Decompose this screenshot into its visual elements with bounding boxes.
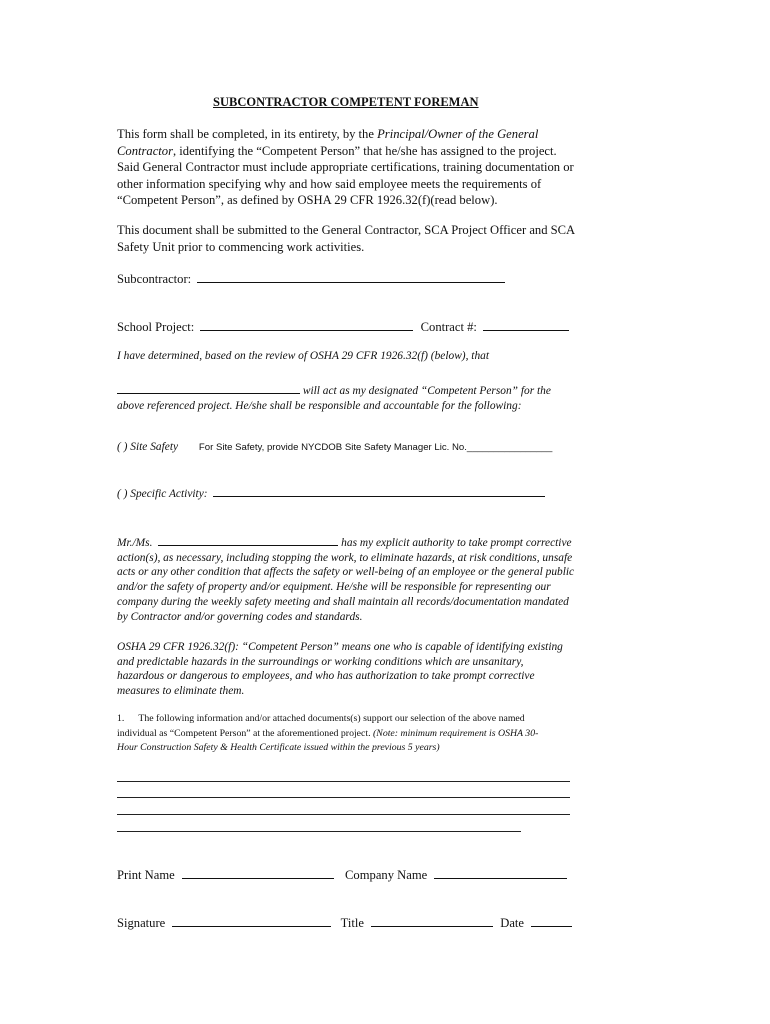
site-safety-note: For Site Safety, provide NYCDOB Site Safety Manager Lic. No.________________: [198, 442, 553, 453]
title-field[interactable]: [371, 914, 493, 927]
determined-statement: I have determined, based on the review of OSHA 29 CFR 1926.32(f) (below), that: [117, 350, 490, 362]
intro-paragraph: This form shall be completed, in its entirety, by the Principal/Owner of the General Contractor, identifying the “Competent Person” that he/she has assigned to the project. Said General Contractor must include appropriate certifications, training documentation or other information specifying why and how said employee meets the requirements of “Competent Person”, as defined by OSHA 29 CFR 1926.32(f)(read below).: [117, 127, 574, 207]
contract-label: Contract #:: [420, 320, 477, 334]
print-name-field[interactable]: [182, 866, 334, 879]
company-name-label: Company Name: [345, 868, 428, 882]
signature-field[interactable]: [172, 914, 331, 927]
specific-activity-checkbox[interactable]: ( ) Specific Activity:: [117, 488, 208, 500]
mr-ms-field[interactable]: [158, 533, 338, 546]
subcontractor-label: Subcontractor:: [117, 272, 192, 286]
support-line-1[interactable]: [117, 781, 570, 782]
support-line-3[interactable]: [117, 814, 570, 815]
form-title: SUBCONTRACTOR COMPETENT FOREMAN: [213, 95, 479, 109]
subcontractor-row: [117, 270, 505, 288]
site-safety-checkbox[interactable]: ( ) Site Safety: [117, 441, 179, 453]
school-project-row: [117, 318, 569, 336]
item-1: 1. The following information and/or attached documents(s) support our selection of the above named individual as “Competent Person” at the aforementioned project. (Note: minimum requirement is OSHA 30- Hour Construction Safety & Health Certificate issued within the previous 5 years): [117, 713, 539, 753]
signature-row: [117, 914, 572, 932]
competent-person-field[interactable]: [117, 381, 300, 394]
company-name-field[interactable]: [434, 866, 567, 879]
osha-definition: OSHA 29 CFR 1926.32(f): “Competent Person” means one who is capable of identifying existing and predictable hazards in the surroundings or working conditions which are unsanitary, hazardous or dangerous to employees, and who has authorization to take prompt corrective measures to eliminate them.: [117, 641, 563, 698]
support-line-2[interactable]: [117, 797, 570, 798]
contract-field[interactable]: [483, 318, 569, 331]
school-project-field[interactable]: [200, 318, 413, 331]
authority-paragraph: Mr./Ms. has my explicit authority to take prompt corrective action(s), as necessary, including stopping the work, to eliminate hazards, at risk conditions, unsafe acts or any other condition that affects the safety or well-being of an employee or the general public and/or the safety of property and/or equipment. He/she will be responsible for representing our company during the weekly safety meeting and shall maintain all records/documentation mandated by Contractor and/or governing codes and standards.: [117, 533, 574, 624]
title-label: Title: [340, 916, 364, 930]
specific-activity-field[interactable]: [213, 484, 545, 497]
print-name-label: Print Name: [117, 868, 175, 882]
site-safety-row: [117, 440, 552, 456]
school-project-label: School Project:: [117, 320, 195, 334]
submission-paragraph: This document shall be submitted to the General Contractor, SCA Project Officer and SCA Safety Unit prior to commencing work activities.: [117, 223, 576, 254]
support-line-4[interactable]: [117, 831, 521, 832]
signature-label: Signature: [117, 916, 166, 930]
designated-paragraph: will act as my designated “Competent Person” for the above referenced project. He/she shall be responsible and accountable for the following:: [117, 381, 551, 413]
subcontractor-field[interactable]: [197, 270, 505, 283]
specific-activity-row: [117, 484, 545, 502]
print-name-row: [117, 866, 567, 884]
date-label: Date: [500, 916, 525, 930]
date-field[interactable]: [531, 914, 572, 927]
